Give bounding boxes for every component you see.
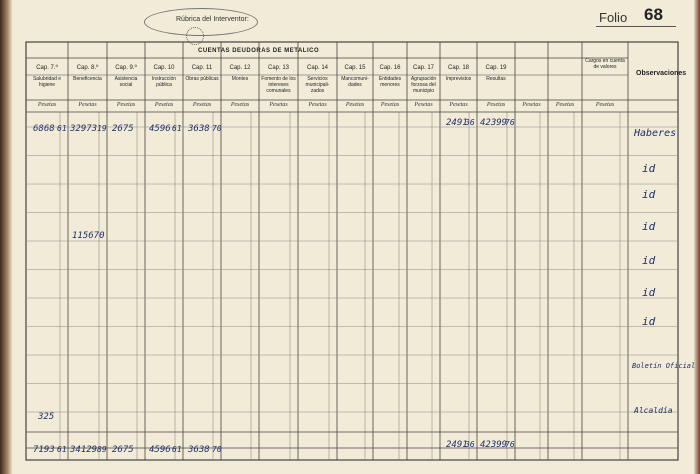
unit-label: Pesetas (345, 102, 365, 108)
obs-2: id (642, 162, 656, 175)
unit-label: Pesetas (522, 102, 541, 108)
observaciones-header: Observaciones (636, 70, 687, 77)
column-cap: Cap. 10 (153, 65, 175, 71)
table-title: CUENTAS DEUDORAS DE METALICO (198, 48, 320, 54)
total-c8: 34129 (70, 445, 98, 455)
column-name: Asistencia social (114, 76, 138, 88)
total-c9: 2675 (112, 445, 134, 455)
entry-r1-c8-cents: 19 (97, 124, 107, 133)
obs-8: Boletín Oficial (632, 362, 696, 370)
obs-1: Haberes (634, 128, 677, 139)
column-cap: Cap. 17 (412, 65, 434, 71)
unit-label: Pesetas (595, 102, 615, 108)
column-name: Imprevistos (445, 76, 472, 82)
entry-r1-c11: 3638 (188, 124, 210, 134)
obs-5: id (642, 254, 656, 267)
column-name: Montes (231, 76, 249, 82)
total-c10: 4596 (149, 445, 171, 455)
obs-3: id (642, 188, 656, 201)
total-c18: 2491 (446, 440, 468, 450)
entry-r1-c7-cents: 61 (57, 124, 67, 133)
column-name: Beneficencia (73, 76, 102, 82)
entry-r1-c18-cents: 36 (465, 118, 475, 127)
total-c7-cents: 61 (57, 445, 67, 454)
entry-r1-c18: 2491 (446, 118, 468, 128)
entry-r1-c11-cents: 70 (212, 124, 222, 133)
column-cap: Cap. 13 (267, 65, 289, 71)
rubrica-label: Rúbrica del Interventor: (176, 16, 249, 23)
column-cap: Cap. 9.º (115, 65, 137, 71)
total-c11-cents: 70 (212, 445, 222, 454)
unit-label: Pesetas (192, 102, 212, 108)
entry-r1-c10-cents: 61 (172, 124, 182, 133)
obs-9: Alcaldía (634, 406, 673, 415)
unit-label: Pesetas (486, 102, 506, 108)
column-name: Cargos en cuenta de valores (585, 58, 625, 70)
unit-label: Pesetas (116, 102, 136, 108)
unit-label: Pesetas (449, 102, 468, 108)
column-name: Obras públicas (185, 76, 219, 82)
obs-4: id (642, 220, 656, 233)
column-name: Agrupación forzosa del municipio (410, 76, 437, 94)
folio-label: Folio (599, 10, 628, 25)
column-name: Salubridad e higiene (32, 76, 62, 88)
column-cap: Cap. 12 (229, 65, 251, 71)
entry-salubridad: 325 (38, 412, 55, 422)
column-name: Mancomuni-dades (341, 76, 369, 88)
unit-label: Pesetas (414, 102, 433, 108)
unit-label: Pesetas (154, 102, 174, 108)
entry-r1-c19-cents: 76 (505, 118, 515, 127)
obs-6: id (642, 286, 656, 299)
total-c8-cents: 89 (97, 445, 107, 454)
total-c10-cents: 61 (172, 445, 182, 454)
unit-label: Pesetas (380, 102, 400, 108)
column-cap: Cap. 16 (379, 65, 401, 71)
column-cap: Cap. 19 (485, 65, 507, 71)
unit-label: Pesetas (78, 102, 97, 108)
unit-label: Pesetas (269, 102, 288, 108)
column-cap: Cap. 11 (191, 65, 213, 71)
total-c18-cents: 36 (465, 440, 475, 449)
entry-r1-c7: 6868 (33, 124, 55, 134)
column-name: Servicios municipali-zados (305, 76, 330, 94)
total-c19: 42399 (480, 440, 508, 450)
unit-label: Pesetas (37, 102, 57, 108)
entry-r1-c9: 2675 (112, 124, 134, 134)
column-name: Resultas (486, 76, 506, 82)
total-c19-cents: 76 (505, 440, 515, 449)
unit-label: Pesetas (555, 102, 575, 108)
entry-beneficencia: 115670 (72, 231, 105, 241)
column-name: Fomento de los intereses comunales (261, 76, 296, 94)
obs-7: id (642, 315, 656, 328)
entry-r1-c19: 42399 (480, 118, 508, 128)
unit-label: Pesetas (230, 102, 250, 108)
column-cap: Cap. 8.º (76, 65, 99, 71)
column-cap: Cap. 18 (447, 65, 469, 71)
column-cap: Cap. 15 (344, 65, 366, 71)
folio-number: 68 (644, 5, 663, 24)
column-name: Instrucción pública (151, 76, 177, 88)
total-c7: 7193 (33, 445, 55, 455)
column-cap: Cap. 14 (306, 65, 328, 71)
column-name: Entidades menores (378, 76, 402, 88)
column-cap: Cap. 7.º (36, 65, 58, 71)
unit-label: Pesetas (308, 102, 327, 108)
total-c11: 3638 (188, 445, 210, 455)
entry-r1-c10: 4596 (149, 124, 171, 134)
entry-r1-c8: 32973 (70, 124, 98, 134)
